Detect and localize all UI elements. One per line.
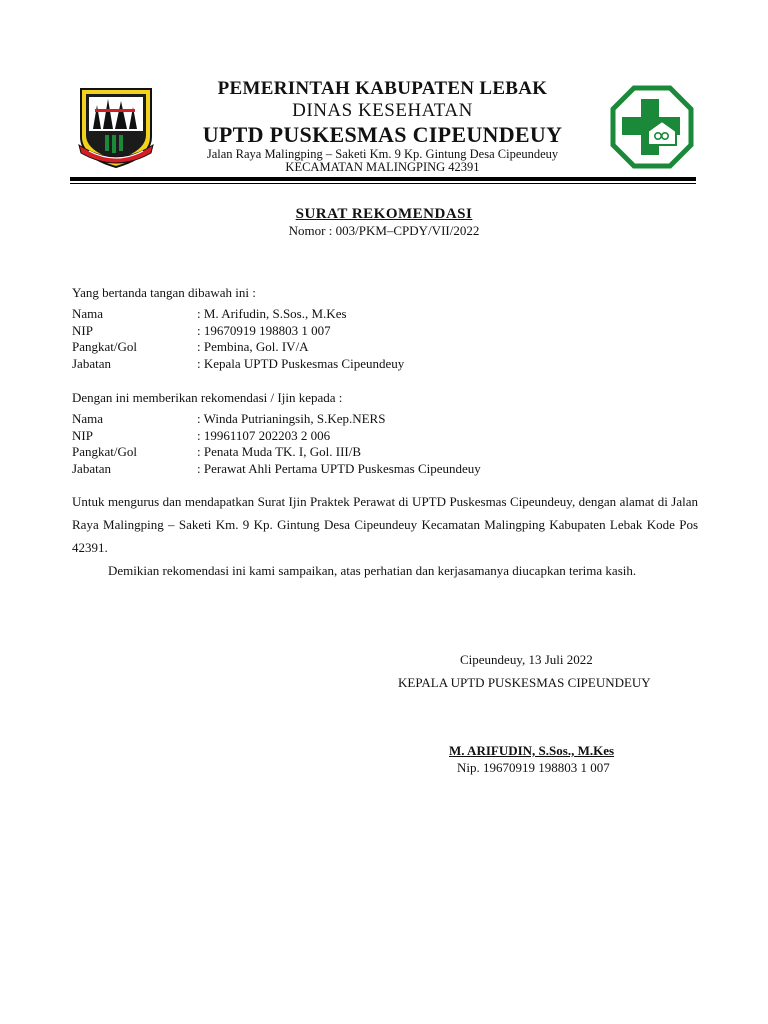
signatory-section xyxy=(72,284,698,372)
letter-title xyxy=(0,205,768,238)
puskesmas-logo-icon xyxy=(610,85,694,169)
signatory-intro: Yang bertanda tangan dibawah ini : xyxy=(72,285,256,300)
field-value: : Kepala UPTD Puskesmas Cipeundeuy xyxy=(197,355,405,371)
recipient-row xyxy=(72,461,698,478)
letterhead-divider-thin xyxy=(70,183,696,184)
field-label: NIP xyxy=(72,427,93,443)
recipient-row xyxy=(72,428,698,445)
purpose-paragraph: Untuk mengurus dan mendapatkan Surat Ijin Praktek Perawat di UPTD Puskesmas Cipeundeuy, dengan alamat di Jalan Raya Malingping – Saketi Km. 9 Kp. Gintung Desa Cipeundeuy Kecamatan Malingping Kabupaten Lebak Kode Pos 42391. xyxy=(72,494,698,555)
signatory-name: M. ARIFUDIN, S.Sos., M.Kes xyxy=(449,743,615,758)
institution-name: UPTD PUSKESMAS CIPEUNDEUY xyxy=(202,122,563,147)
signatory-nip: Nip. 19670919 198803 1 007 xyxy=(457,760,610,775)
field-value: : 19961107 202203 2 006 xyxy=(197,427,331,443)
field-label: NIP xyxy=(72,322,93,338)
letterhead-divider-thick xyxy=(70,177,696,181)
field-label: Jabatan xyxy=(72,460,111,476)
lebak-regency-emblem-icon xyxy=(75,85,157,169)
field-value: : 19670919 198803 1 007 xyxy=(197,322,331,338)
closing-paragraph: Demikian rekomendasi ini kami sampaikan, atas perhatian dan kerjasamanya diucapkan terima kasih. xyxy=(108,563,637,578)
signatory-row xyxy=(72,356,698,373)
letterhead-text xyxy=(160,78,605,174)
government-name: PEMERINTAH KABUPATEN LEBAK xyxy=(217,78,548,99)
field-label: Nama xyxy=(72,411,104,426)
department-name: DINAS KESEHATAN xyxy=(292,100,473,121)
recipient-row xyxy=(72,411,698,428)
signatory-row xyxy=(72,323,698,340)
field-label: Jabatan xyxy=(72,355,111,371)
field-label: Pangkat/Gol xyxy=(72,339,137,354)
field-value: : Pembina, Gol. IV/A xyxy=(197,339,309,354)
recipient-section xyxy=(72,389,698,477)
field-value: : Perawat Ahli Pertama UPTD Puskesmas Cipeundeuy xyxy=(197,460,481,476)
recipient-row xyxy=(72,444,698,461)
recipient-intro: Dengan ini memberikan rekomendasi / Ijin kepada : xyxy=(72,390,343,405)
signatory-position: KEPALA UPTD PUSKESMAS CIPEUNDEUY xyxy=(398,675,651,690)
field-value: : Winda Putrianingsih, S.Kep.NERS xyxy=(197,411,386,426)
field-label: Pangkat/Gol xyxy=(72,444,137,459)
district-line: KECAMATAN MALINGPING 42391 xyxy=(285,160,480,174)
field-label: Nama xyxy=(72,306,104,321)
place-date: Cipeundeuy, 13 Juli 2022 xyxy=(460,652,593,667)
letterhead xyxy=(0,0,768,190)
signatory-row xyxy=(72,339,698,356)
signatory-row xyxy=(72,306,698,323)
letter-heading: SURAT REKOMENDASI xyxy=(295,206,473,222)
letter-body xyxy=(72,490,698,582)
address-line: Jalan Raya Malingping – Saketi Km. 9 Kp. Gintung Desa Cipeundeuy xyxy=(206,147,559,161)
field-value: : Penata Muda TK. I, Gol. III/B xyxy=(197,444,362,459)
letter-number: Nomor : 003/PKM–CPDY/VII/2022 xyxy=(288,223,480,238)
field-value: : M. Arifudin, S.Sos., M.Kes xyxy=(197,306,347,321)
